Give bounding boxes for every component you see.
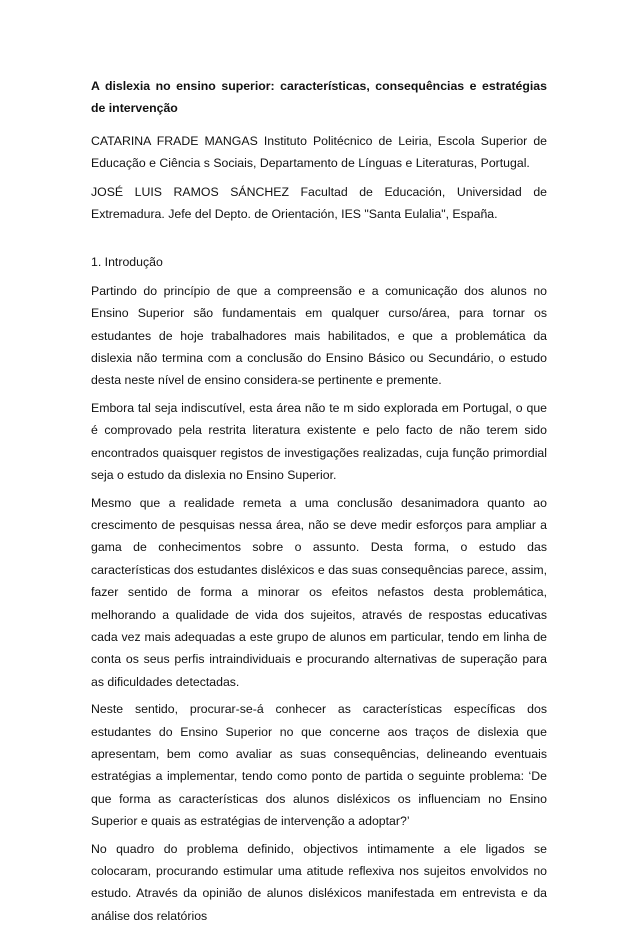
author-affiliation-1: CATARINA FRADE MANGAS Instituto Politécnico de Leiria, Escola Superior de Educação e Ciência s Sociais, Departamento de Línguas e Literaturas, Portugal. <box>91 133 547 171</box>
document-title: A dislexia no ensino superior: características, consequências e estratégias de intervenção <box>91 79 547 116</box>
body-paragraph: Mesmo que a realidade remeta a uma conclusão desanimadora quanto ao crescimento de pesquisas nessa área, não se deve medir esforços para ampliar a gama de conhecimentos sobre o assunto. Desta forma, o estudo das características dos estudantes disléxicos e das suas consequências parece, assim, fazer sentido de forma a minorar os efeitos nefastos desta problemática, melhorando a qualidade de vida dos sujeitos, através de respostas educativas cada vez mais adequadas a este grupo de alunos em particular, tendo em linha de conta os seus perfis intraindividuais e procurando alternativas de superação para as dificuldades detectadas. <box>91 495 547 689</box>
document-page <box>91 75 547 932</box>
spacer <box>91 231 547 251</box>
body-paragraph: Embora tal seja indiscutível, esta área não te m sido explorada em Portugal, o que é comprovado pela restrita literatura existente e pelo facto de não terem sido encontrados quaisquer registos de investigações realizadas, cuja função primordial seja o estudo da dislexia no Ensino Superior. <box>91 400 547 483</box>
section-heading: 1. Introdução <box>91 255 163 270</box>
body-paragraph: No quadro do problema definido, objectivos intimamente a ele ligados se colocaram, procurando estimular uma atitude reflexiva nos sujeitos envolvidos no estudo. Através da opinião de alunos disléxicos manifestada em entrevista e da análise dos relatórios <box>91 841 547 923</box>
body-paragraph: Neste sentido, procurar-se-á conhecer as características específicas dos estudantes do Ensino Superior no que concerne aos traços de dislexia que apresentam, bem como avaliar as suas consequências, delineando eventuais estratégias a implementar, tendo como ponto de partida o seguinte problema: ‘De que forma as características dos alunos disléxicos os influenciam no Ensino Superior e quais as estratégias de intervenção a adoptar?’ <box>91 702 547 829</box>
body-paragraph: Partindo do princípio de que a compreensão e a comunicação dos alunos no Ensino Superior são fundamentais em qualquer curso/área, para tornar os estudantes de hoje trabalhadores mais habilitados, e que a problemática da dislexia não termina com a conclusão do Ensino Básico ou Secundário, o estudo desta neste nível de ensino considera-se pertinente e premente. <box>91 283 547 388</box>
author-affiliation-2: JOSÉ LUIS RAMOS SÁNCHEZ Facultad de Educación, Universidad de Extremadura. Jefe del Depto. de Orientación, IES "Santa Eulalia", España. <box>91 184 547 222</box>
